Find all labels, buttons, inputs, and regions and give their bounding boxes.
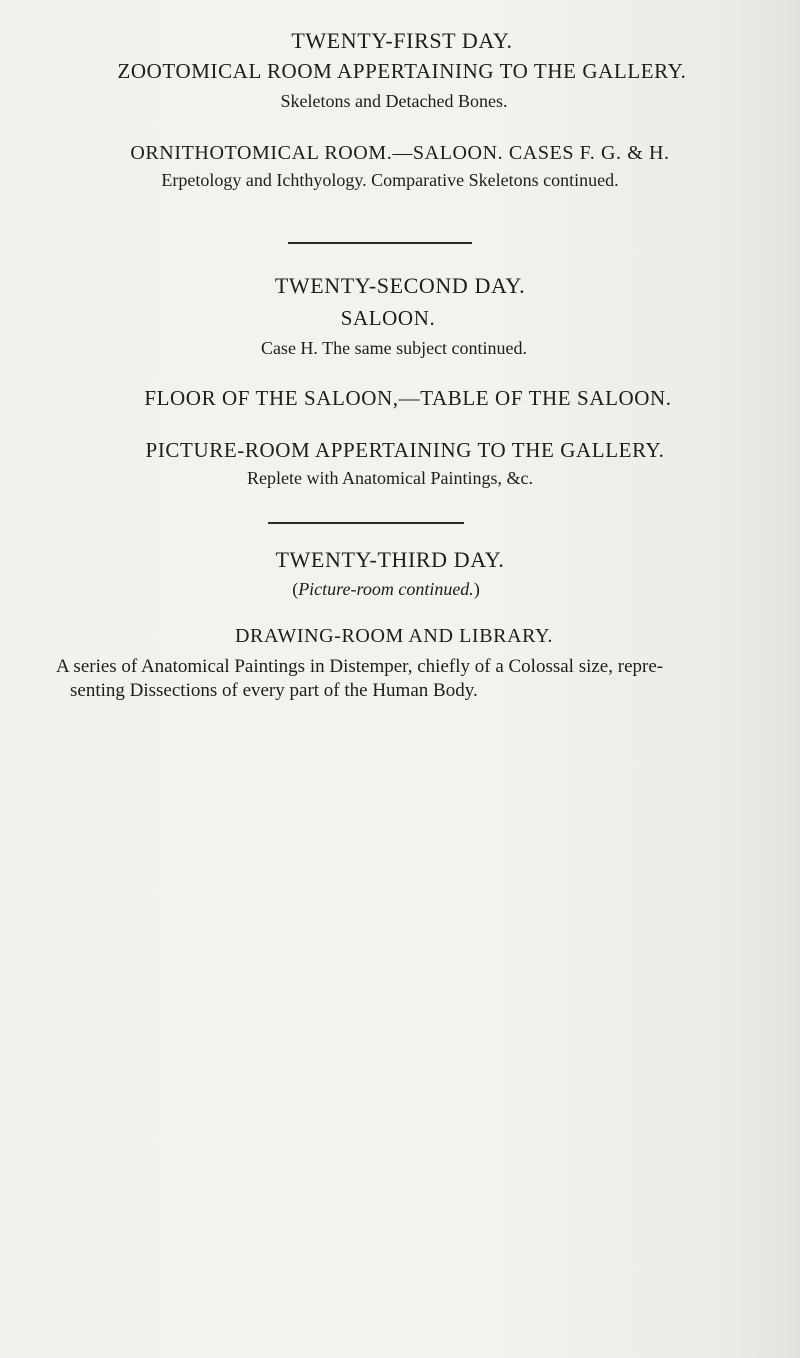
ornithotomical-room-title: ORNITHOTOMICAL ROOM.—SALOON. CASES F. G. & H.	[130, 142, 670, 164]
day-21-heading: TWENTY-FIRST DAY.	[291, 28, 513, 53]
day-23-heading: TWENTY-THIRD DAY.	[275, 547, 505, 572]
note-open-paren: (	[292, 579, 299, 599]
note-close-paren: )	[473, 579, 480, 599]
drawing-room-description	[56, 655, 736, 703]
floor-of-saloon-title: FLOOR OF THE SALOON,—TABLE OF THE SALOON.	[144, 386, 672, 410]
description-line-1: A series of Anatomical Paintings in Distemper, chiefly of a Colossal size, repre-	[56, 656, 664, 677]
drawing-room-title: DRAWING-ROOM AND LIBRARY.	[234, 625, 554, 647]
section-divider	[288, 242, 472, 244]
section-divider	[268, 522, 464, 524]
zootomical-room-description: Skeletons and Detached Bones.	[280, 91, 508, 111]
picture-room-description: Replete with Anatomical Paintings, &c.	[247, 468, 533, 488]
day-23-note	[0, 580, 786, 598]
day-23-note-text: Picture-room continued.	[298, 579, 474, 599]
description-line-2: senting Dissections of every part of the Human Body.	[70, 680, 478, 701]
zootomical-room-title: ZOOTOMICAL ROOM APPERTAINING TO THE GALLERY.	[117, 59, 687, 83]
saloon-description: Case H. The same subject continued.	[260, 338, 528, 358]
ornithotomical-room-description: Erpetology and Ichthyology. Comparative Skeletons continued.	[161, 170, 619, 190]
saloon-title: SALOON.	[340, 306, 436, 330]
picture-room-title: PICTURE-ROOM APPERTAINING TO THE GALLERY.	[145, 438, 665, 462]
day-22-heading: TWENTY-SECOND DAY.	[274, 273, 526, 298]
